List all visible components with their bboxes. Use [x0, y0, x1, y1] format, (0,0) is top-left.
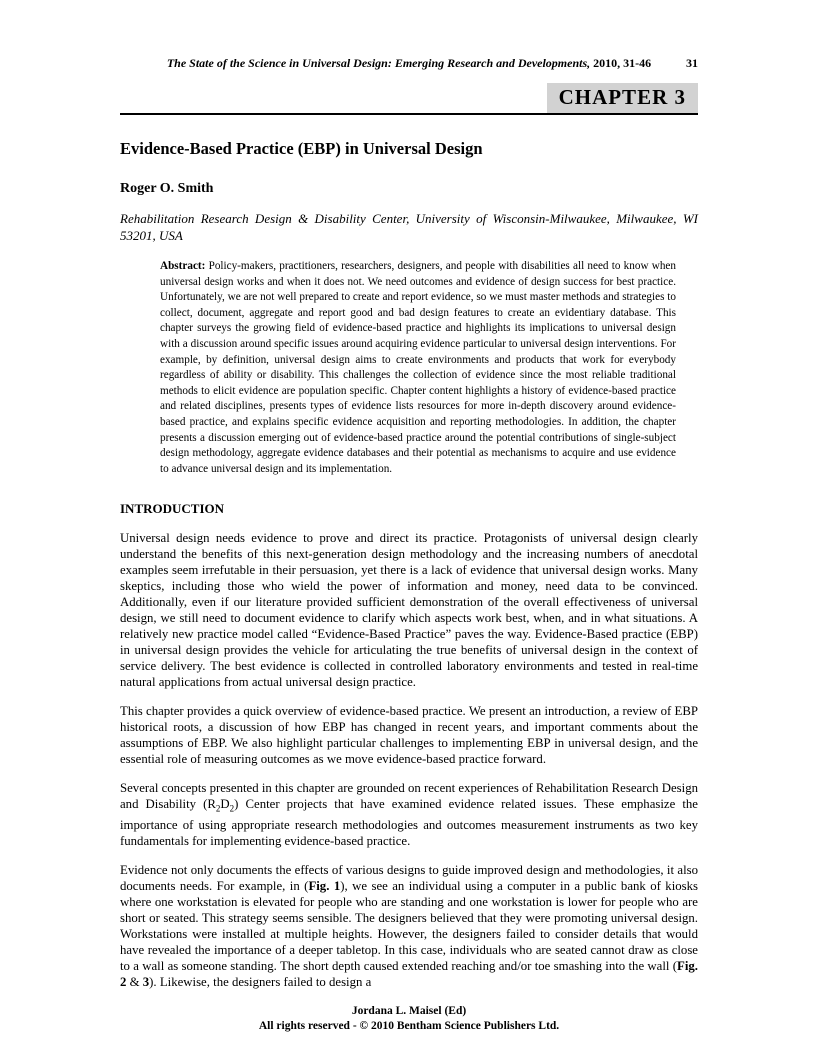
- running-head-title: The State of the Science in Universal Design: Emerging Research and Developments, 2010, 31-46: [166, 56, 652, 70]
- page-number: 31: [686, 56, 698, 70]
- paragraph-2: This chapter provides a quick overview of evidence-based practice. We present an introduction, a review of EBP historical roots, a discussion of how EBP has changed in recent years, and important comments about the assumptions of EBP. We also highlight particular challenges to implementing EBP in universal design, and the essential role of measuring outcomes as we move evidence-based practice forward.: [120, 704, 698, 767]
- page-footer: [120, 994, 698, 1034]
- chapter-title: Evidence-Based Practice (EBP) in Universal Design: [120, 139, 483, 158]
- chapter-rule: [120, 83, 698, 115]
- paragraph-4: Evidence not only documents the effects of various designs to guide improved design and methodologies, it also documents needs. For example, in (Fig. 1), we see an individual using a computer in a public bank of kiosks where one workstation is elevated for people who are standing and one workstation is lower for people who are short or seated. This strategy seems sensible. The designers believed that they were promoting universal design. Workstations were installed at multiple heights. However, the designers failed to consider details that would have revealed the importance of a deeper tabletop. In this case, individuals who are seated cannot draw as close to a wall as someone standing. The short depth caused extended reaching and/or toe smashing into the wall (Fig. 2 & 3). Likewise, the designers failed to design a: [120, 862, 699, 989]
- paragraph-1: Universal design needs evidence to prove and direct its practice. Protagonists of universal design clearly understand the benefits of this next-generation design methodology and the increasing numbers of anecdotal examples seem irrefutable in their persuasion, yet there is a lack of evidence that universal design works. Many skeptics, including those who wield the power of information and money, need data to be convinced. Additionally, even if our literature provided sufficient demonstration of the overall effectiveness of universal design, we still need to document evidence to clarify which aspects work best, when, and in what situations. A relatively new practice model called “Evidence-Based Practice” paves the way. Evidence-Based practice (EBP) in universal design provides the vehicle for articulating the true benefits of universal design in the context of service delivery. The best evidence is collected in controlled laboratory environments and tested in real-time natural applications from actual universal design practice.: [120, 531, 698, 690]
- author-affiliation: Rehabilitation Research Design & Disability Center, University of Wisconsin-Milwaukee, Milwaukee, WI 53201, USA: [120, 211, 698, 243]
- author-name: Roger O. Smith: [120, 181, 214, 196]
- footer-editor: Jordana L. Maisel (Ed): [351, 1005, 467, 1017]
- running-head: [120, 56, 698, 70]
- chapter-badge: CHAPTER 3: [547, 83, 698, 113]
- footer-copyright: All rights reserved - © 2010 Bentham Science Publishers Ltd.: [258, 1020, 560, 1032]
- paragraph-3: Several concepts presented in this chapter are grounded on recent experiences of Rehabilitation Research Design and Disability $(R_2D_2)$ Center projects that have examined evidence related issues. These emphasize the importance of using appropriate research methodologies and outcomes measurement instruments as two key fundamentals for implementing evidence-based practice.: [120, 781, 698, 848]
- abstract: Abstract: Policy-makers, practitioners, researchers, designers, and people with disabilities all need to know when universal design works and when it does not. We need outcomes and evidence of design success for best practice. Unfortunately, we are not well prepared to create and report evidence, so we must master methods and strategies to collect, document, aggregate and report good and bad design features to create an evidentiary database. This chapter surveys the growing field of evidence-based practice and highlights its implications to universal design with a discussion around specific issues around acquiring evidence particular to universal design interventions. For example, by definition, universal design aims to create environments and products that work for everybody regardless of ability or disability. This challenges the collection of evidence since the most reliable traditional methods to elicit evidence are population specific. Chapter content highlights a history of evidence-based practice and related disciplines, presents types of evidence lists resources for more in-depth discovery around evidence-based practice, and explains specific evidence acquisition and reporting methodologies. In addition, the chapter presents a discussion emerging out of evidence-based practice around the potential contributions of single-subject design methodology, aggregate evidence databases and their potential as mechanisms to acquire and use evidence to advance universal design and its implementation.: [160, 260, 676, 475]
- section-heading-introduction: INTRODUCTION: [120, 501, 225, 517]
